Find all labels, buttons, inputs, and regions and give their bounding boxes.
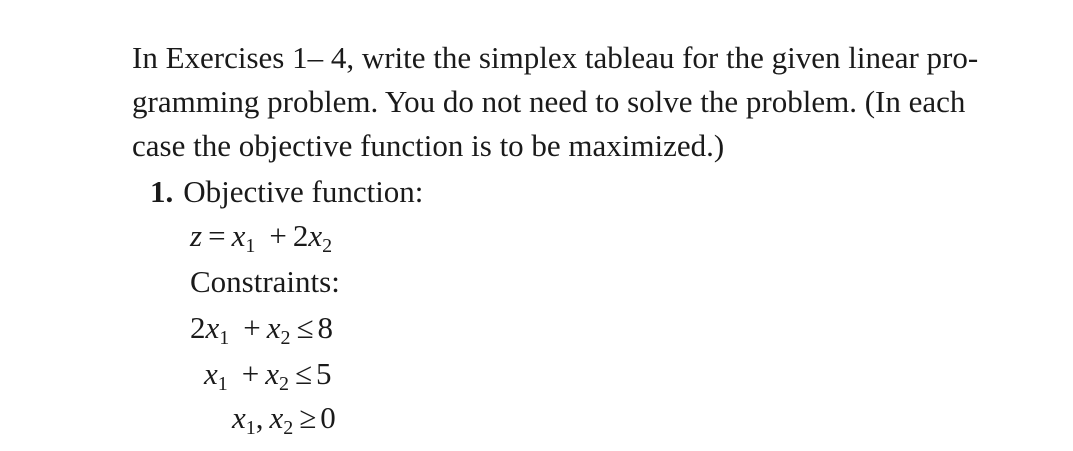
instructions-line-2: gramming problem. You do not need to solve the problem. (In each — [132, 84, 966, 119]
c1-plus: + — [243, 310, 261, 345]
c2-sub2: 2 — [279, 373, 290, 395]
c1-var1: x — [205, 310, 220, 345]
constraint-1 — [190, 310, 334, 349]
term2-sub: 2 — [322, 235, 333, 257]
instructions-line-1: In Exercises 1– 4, write the simplex tableau for the given linear pro- — [132, 40, 979, 75]
term2-var: x — [308, 218, 323, 253]
c1-sub2: 2 — [280, 327, 291, 349]
c2-var2: x — [265, 356, 280, 391]
c2-rhs: 5 — [316, 356, 332, 391]
constraint-2 — [204, 356, 332, 395]
exercise-heading — [150, 172, 423, 212]
c1-rhs: 8 — [317, 310, 334, 345]
instructions-line-3: case the objective function is to be maximized.) — [132, 128, 725, 163]
c3-var1: x — [232, 400, 246, 435]
c1-var2: x — [266, 310, 281, 345]
constraint-3 — [232, 400, 336, 439]
c1-sub1: 1 — [219, 327, 230, 349]
c2-relation: ≤ — [295, 356, 313, 391]
c3-rhs: 0 — [320, 400, 336, 435]
term1-var: x — [231, 218, 246, 253]
c3-sub2: 2 — [283, 417, 294, 439]
c2-plus: + — [241, 356, 260, 391]
c1-coef: 2 — [190, 310, 206, 345]
c2-var1: x — [204, 356, 218, 391]
objective-equation — [190, 218, 333, 257]
term2-coef: 2 — [292, 218, 309, 253]
c3-var2: x — [269, 400, 284, 435]
term1-sub: 1 — [245, 235, 256, 257]
c2-sub1: 1 — [217, 373, 228, 395]
exercise-number: 1. — [150, 174, 174, 209]
objective-lhs: z — [190, 218, 203, 253]
equals-sign: = — [208, 218, 226, 253]
c3-sub1: 1 — [245, 417, 256, 439]
objective-function-label: Objective function: — [183, 174, 424, 209]
c1-relation: ≤ — [296, 310, 314, 345]
constraints-label: Constraints: — [190, 264, 340, 299]
exercise-instructions — [132, 36, 1032, 168]
c3-relation: ≥ — [299, 400, 317, 435]
c3-comma: , — [255, 400, 264, 435]
plus-sign: + — [269, 218, 287, 253]
